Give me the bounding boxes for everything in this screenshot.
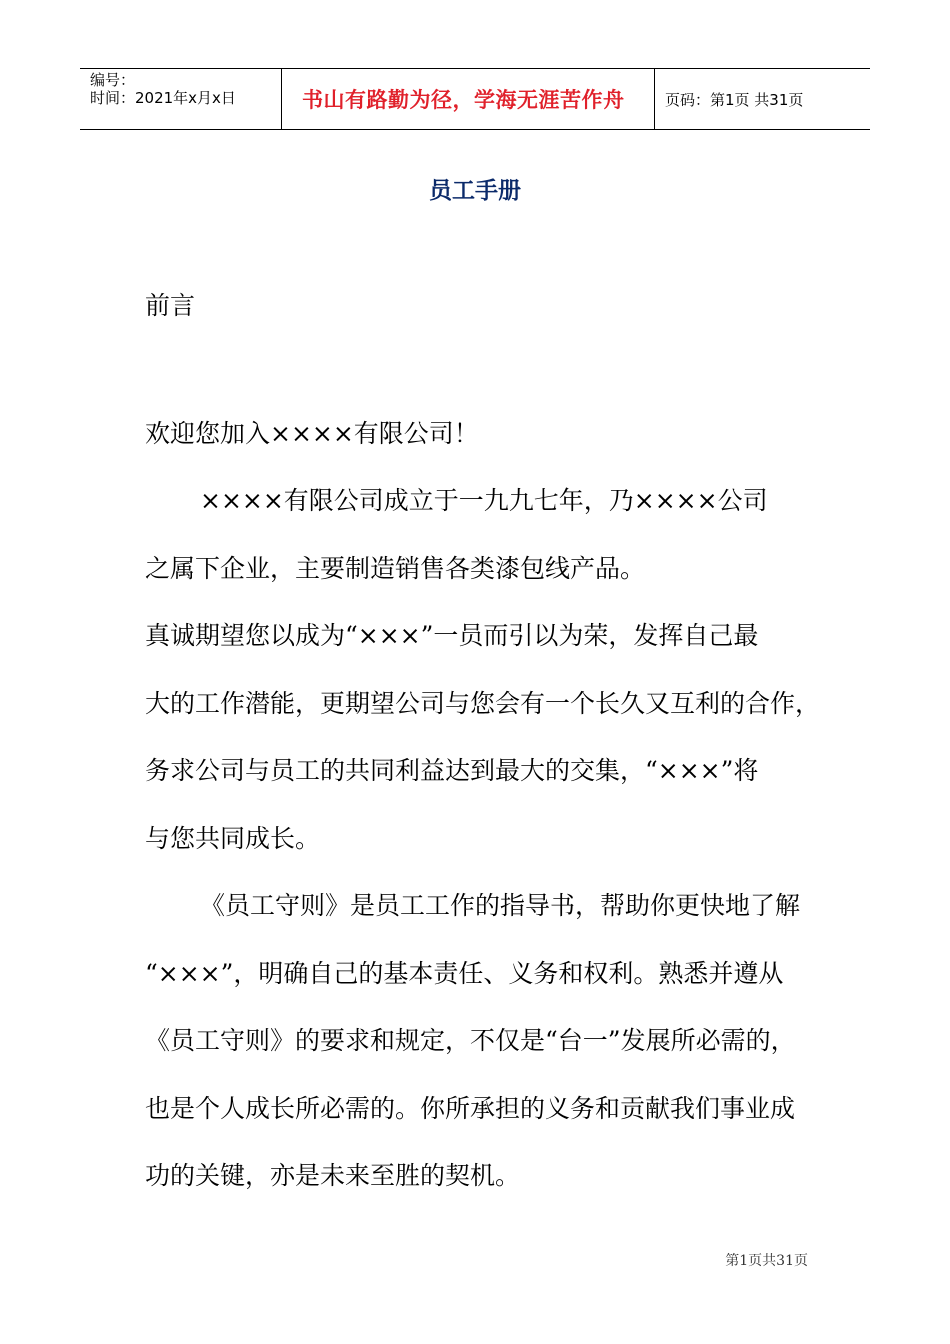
page-header (80, 68, 870, 130)
paragraph-line: ××××有限公司成立于一九九七年，乃××××公司 (200, 486, 768, 515)
page-footer: 第1页共31页 (725, 1253, 808, 1269)
paragraph-line: 真诚期望您以成为“×××”一员而引以为荣，发挥自己最 (145, 621, 759, 650)
document-body (145, 280, 835, 1218)
paragraph-line: 也是个人成长所必需的。你所承担的义务和贡献我们事业成 (145, 1093, 796, 1123)
header-page-cell (655, 69, 870, 129)
motto-text: 书山有路勤为径，学海无涯苦作舟 (302, 88, 625, 112)
paragraph-line: 《员工守则》的要求和规定，不仅是“台一”发展所必需的， (145, 1026, 796, 1055)
paragraph-line: 务求公司与员工的共同利益达到最大的交集，“×××”将 (145, 756, 759, 785)
header-meta-cell (80, 69, 282, 129)
paragraph-line: “×××”，明确自己的基本责任、义务和权利。熟悉并遵从 (145, 958, 784, 988)
paragraph-line: 大的工作潜能，更期望公司与您会有一个长久又互利的合作， (145, 688, 821, 718)
paragraph-line: 与您共同成长。 (145, 823, 321, 853)
paragraph-line: 之属下企业，主要制造销售各类漆包线产品。 (145, 553, 646, 583)
paragraph-line: 欢迎您加入××××有限公司！ (145, 418, 479, 448)
document-title: 员工手册 (429, 178, 521, 204)
header-motto-cell (282, 69, 655, 129)
number-label: 编号： (90, 71, 136, 89)
paragraph-line: 《员工守则》是员工工作的指导书，帮助你更快地了解 (200, 891, 801, 920)
paragraph-line: 功的关键，亦是未来至胜的契机。 (145, 1161, 521, 1190)
page-info: 页码：第1页 共31页 (665, 90, 804, 109)
preface-heading: 前言 (145, 291, 196, 320)
time-label: 时间：2021年x月x日 (90, 89, 236, 107)
